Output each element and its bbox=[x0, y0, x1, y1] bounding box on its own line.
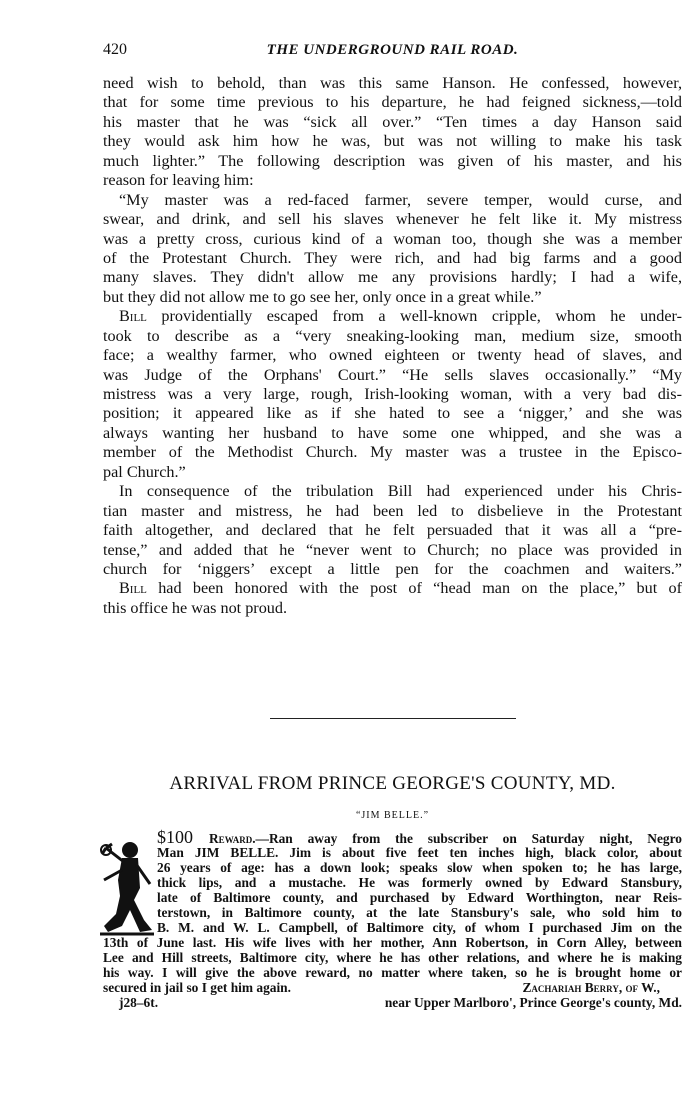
text-line bbox=[103, 521, 682, 540]
text-line bbox=[103, 210, 682, 229]
line-text: tense,” and added that he “never went to Church; no place was provided in bbox=[103, 540, 682, 559]
reward-amount: $100 bbox=[157, 827, 210, 847]
text-line bbox=[103, 230, 682, 249]
line-text: “My master was a red-faced farmer, severe temper, would curse, and bbox=[119, 190, 682, 209]
line-text: mistress was a very large, rough, Irish-looking woman, with a very bad dis- bbox=[103, 385, 682, 403]
page-number: 420 bbox=[103, 41, 127, 58]
text-line bbox=[103, 424, 682, 443]
text-line bbox=[103, 385, 682, 404]
text-line bbox=[103, 404, 682, 423]
text-line bbox=[103, 113, 682, 132]
small-caps-word: Bill bbox=[119, 307, 147, 326]
advertisement bbox=[103, 827, 683, 1010]
body-text bbox=[103, 74, 682, 618]
line-text: faith altogether, and declared that he felt persuaded that it was all a “pre- bbox=[103, 521, 682, 540]
section-title: ARRIVAL FROM PRINCE GEORGE'S COUNTY, MD. bbox=[169, 773, 616, 794]
line-text: had been honored with the post of “head man on the place,” but of bbox=[146, 579, 682, 598]
text-line bbox=[157, 845, 682, 860]
line-text: Lee and Hill streets, Baltimore city, where he has other relations, and where he is making bbox=[103, 950, 682, 965]
line-text: reason for leaving him: bbox=[103, 171, 254, 190]
text-line bbox=[103, 599, 682, 618]
line-text: member of the Methodist Church. My master was a trustee in the Episco- bbox=[103, 443, 682, 462]
text-line bbox=[103, 268, 682, 287]
text-line bbox=[103, 307, 682, 326]
line-text: many slaves. They didn't allow me any provisions hardly; I had a wife, bbox=[103, 268, 682, 287]
line-text: tian master and mistress, he had been led to disbelieve in the Protestant bbox=[103, 501, 682, 520]
line-text: of the Protestant Church. They were rich, and had big farms and a good bbox=[103, 248, 682, 267]
text-line bbox=[157, 827, 683, 847]
small-caps-word: Bill bbox=[119, 579, 147, 598]
line-text: In consequence of the tribulation Bill had experienced under his Chris- bbox=[119, 482, 682, 501]
text-line bbox=[157, 890, 682, 905]
insertion-code: j28–6t. bbox=[119, 995, 159, 1010]
text-line bbox=[103, 579, 682, 598]
line-text: always wanting her husband to have some one whipped, and she was a bbox=[103, 423, 682, 442]
line-text: was Judge of the Orphans' Court.” “He sells slaves occasionally.” “My bbox=[103, 365, 682, 384]
text-line bbox=[103, 482, 682, 501]
text-line bbox=[157, 920, 682, 935]
text-line bbox=[103, 327, 682, 346]
line-text: church for ‘niggers’ except a little pen for the coachmen and waiters.” bbox=[103, 559, 682, 578]
line-text: terstown, in Baltimore county, at the late Stansbury's sale, who sold him to bbox=[157, 905, 682, 920]
line-text: pal Church.” bbox=[103, 462, 186, 481]
line-text: —Ran away from the subscriber on Saturday night, Negro bbox=[255, 831, 683, 846]
text-line bbox=[103, 935, 682, 950]
line-text: this office he was not proud. bbox=[103, 598, 288, 617]
text-line bbox=[157, 905, 682, 920]
page-header bbox=[103, 41, 682, 63]
text-line bbox=[103, 171, 682, 190]
text-line bbox=[103, 463, 682, 482]
signature-location: near Upper Marlboro', Prince George's county, Md. bbox=[384, 995, 682, 1010]
line-text: B. M. and W. L. Campbell, of Baltimore city, of whom I purchased Jim on the bbox=[157, 920, 682, 935]
line-text: much lighter.” The following description was given of his master, and his bbox=[103, 151, 682, 170]
signature: Zachariah Berry, of W., bbox=[522, 980, 660, 995]
text-line bbox=[103, 995, 682, 1010]
text-line bbox=[103, 93, 682, 112]
text-line bbox=[103, 443, 682, 462]
section-subtitle: “JIM BELLE.” bbox=[355, 810, 430, 821]
closing-line: secured in jail so I get him again. bbox=[103, 980, 291, 995]
text-line bbox=[157, 860, 682, 875]
text-line bbox=[103, 502, 682, 521]
text-line bbox=[103, 191, 682, 210]
text-line bbox=[103, 74, 682, 93]
text-line bbox=[103, 950, 682, 965]
text-line bbox=[103, 965, 682, 980]
line-text: that for some time previous to his departure, he had feigned sickness,—told bbox=[103, 93, 682, 112]
line-text: thick lips, and a mustache. He was formerly owned by Edward Stansbury, bbox=[157, 875, 682, 890]
text-line bbox=[157, 875, 682, 890]
text-line bbox=[103, 366, 682, 385]
line-text: position; it appeared like as if she hated to see a ‘nigger,’ and she was bbox=[103, 404, 682, 423]
text-line bbox=[103, 152, 682, 171]
text-line bbox=[103, 249, 682, 268]
text-line bbox=[103, 346, 682, 365]
small-caps-word: Reward. bbox=[209, 831, 256, 846]
line-text: 26 years of age: has a down look; speaks slow when spoken to; he has large, bbox=[157, 860, 682, 875]
line-text: his way. I will give the above reward, no matter where taken, so he is brought home or bbox=[103, 965, 682, 980]
line-text: 13th of June last. His wife lives with her mother, Ann Robertson, in Corn Alley, between bbox=[103, 935, 682, 950]
section-divider bbox=[270, 718, 516, 719]
text-line bbox=[103, 288, 682, 307]
line-text: but they did not allow me to go see her, only once in a great while.” bbox=[103, 287, 542, 306]
line-text: late of Baltimore county, and purchased by Edward Worthington, near Reis- bbox=[157, 890, 682, 905]
line-text: need wish to behold, than was this same Hanson. He confessed, however, bbox=[103, 74, 682, 92]
text-line bbox=[103, 132, 682, 151]
line-text: face; a wealthy farmer, who owned eighteen or twenty head of slaves, and bbox=[103, 346, 682, 365]
line-text: providentially escaped from a well-known cripple, whom he under- bbox=[146, 307, 682, 326]
line-text: they would ask him how he was, but was not willing to make his task bbox=[103, 132, 682, 151]
text-line bbox=[103, 980, 682, 995]
line-text: swear, and drink, and sell his slaves whenever he felt like it. My mistress bbox=[103, 210, 682, 229]
line-text: his master that he was “sick all over.” “Ten times a day Hanson said bbox=[103, 112, 682, 131]
line-text: Man JIM BELLE. Jim is about five feet ten inches high, black color, about bbox=[157, 845, 682, 860]
line-text: was a pretty cross, curious kind of a woman too, though she was a member bbox=[103, 229, 682, 248]
line-text: took to describe as a “very sneaking-looking man, medium size, smooth bbox=[103, 326, 682, 345]
text-line bbox=[103, 560, 682, 579]
text-line bbox=[103, 541, 682, 560]
running-title: THE UNDERGROUND RAIL ROAD. bbox=[266, 42, 519, 58]
